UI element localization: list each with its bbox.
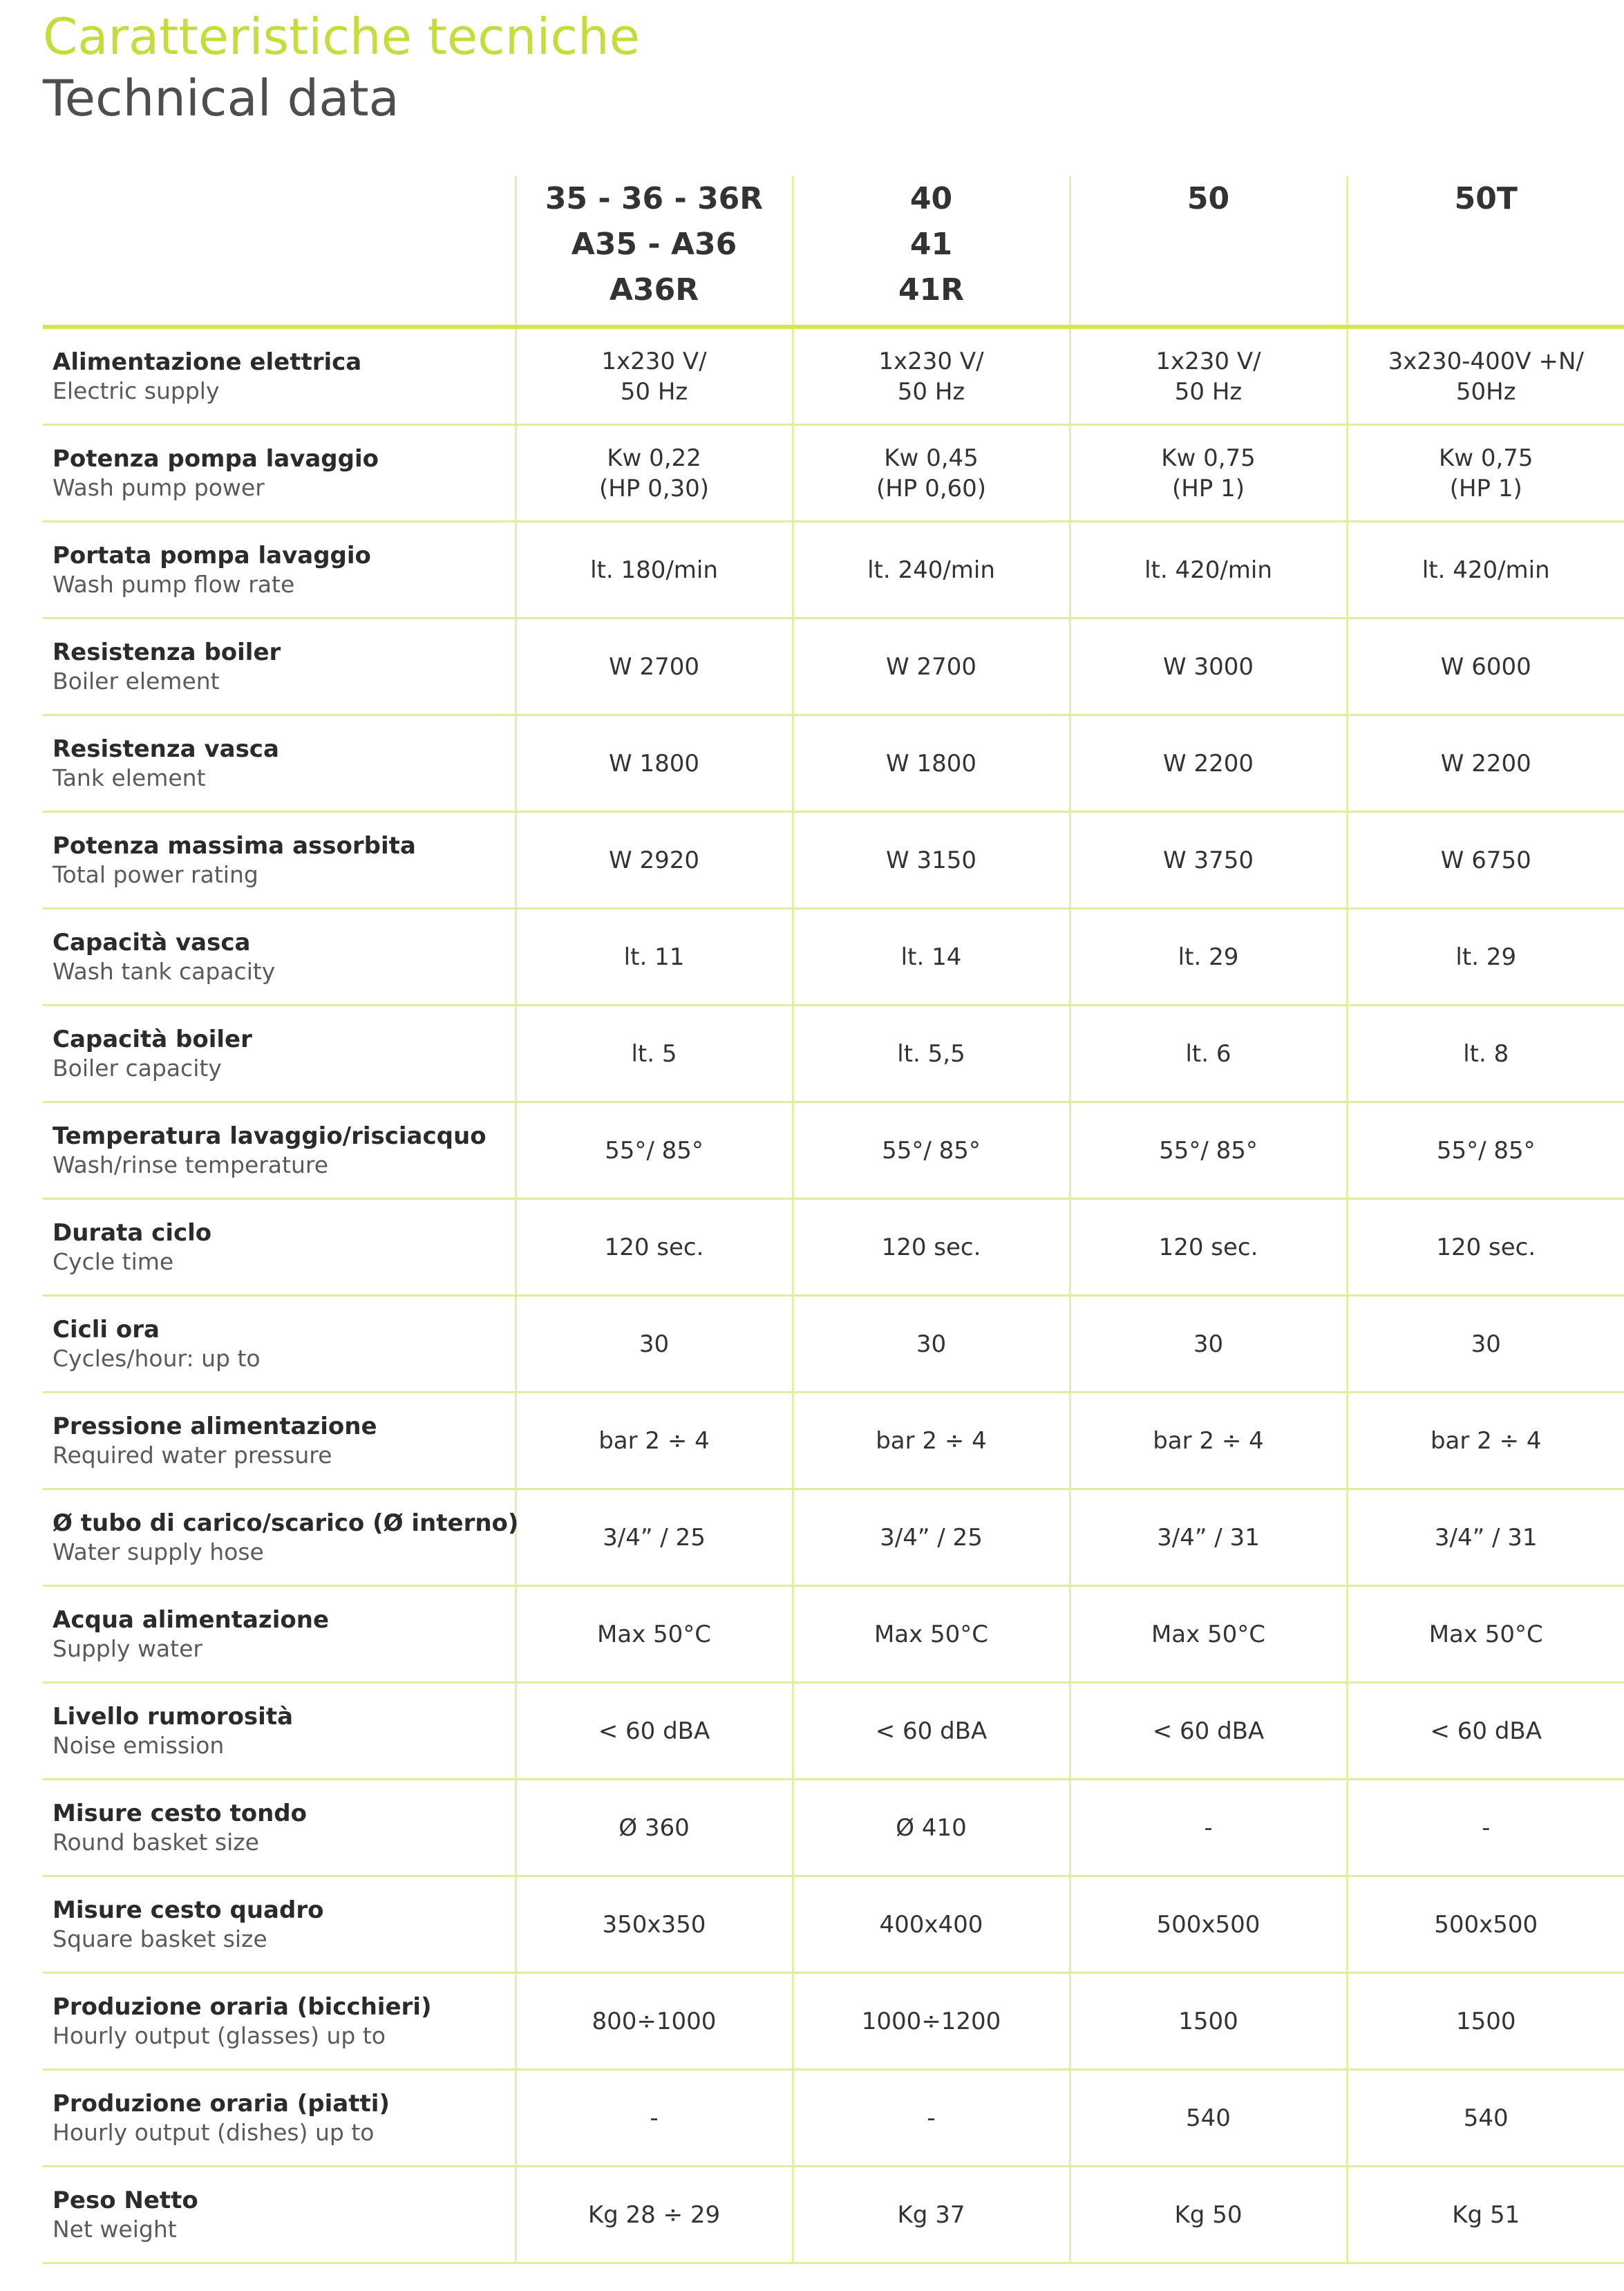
spec-value: 50 Hz: [1174, 377, 1243, 406]
spec-value-cell: [793, 1006, 1070, 1102]
spec-value-cell: [516, 1102, 793, 1199]
spec-label-italian: Ø tubo di carico/scarico (Ø interno): [53, 1509, 519, 1537]
spec-label-cell: [43, 1102, 516, 1199]
spec-value: lt. 420/min: [1422, 556, 1550, 584]
spec-value-cell: [516, 619, 793, 715]
spec-label-english: Net weight: [53, 2215, 177, 2243]
spec-value-cell: [793, 1296, 1070, 1393]
spec-label-cell: [43, 1780, 516, 1876]
spec-value: lt. 5,5: [897, 1039, 965, 1068]
spec-label-italian: Durata ciclo: [53, 1218, 212, 1247]
spec-label-cell: [43, 1006, 516, 1102]
spec-value: W 2200: [1163, 749, 1254, 777]
spec-value: 50Hz: [1455, 377, 1516, 406]
table-row: [43, 909, 1624, 1006]
spec-value: 3/4” / 31: [1434, 1523, 1538, 1552]
spec-value-cell: [1070, 1489, 1347, 1586]
spec-value: 55°/ 85°: [1436, 1136, 1536, 1165]
spec-value-cell: [1347, 812, 1624, 909]
spec-value-cell: [516, 1393, 793, 1489]
model-name-line: 41: [909, 227, 953, 262]
spec-value: 400x400: [879, 1910, 983, 1939]
spec-value-cell: [1347, 2167, 1624, 2263]
header-row: [43, 176, 1624, 327]
spec-label-cell: [43, 425, 516, 522]
spec-value: 1x230 V/: [878, 347, 984, 375]
spec-label-cell: [43, 2070, 516, 2167]
spec-value: 30: [1471, 1330, 1501, 1358]
spec-value-cell: [793, 425, 1070, 522]
page-title-italian: Caratteristiche tecniche: [43, 8, 640, 66]
spec-value-cell: [516, 1780, 793, 1876]
spec-value: W 1800: [886, 749, 976, 777]
spec-value: W 3750: [1163, 846, 1254, 874]
spec-value-cell: [516, 425, 793, 522]
spec-value-cell: [793, 522, 1070, 619]
spec-label-cell: [43, 1489, 519, 1586]
spec-label-cell: [43, 2167, 516, 2263]
spec-value: (HP 0,60): [876, 474, 987, 502]
spec-value: 3/4” / 31: [1157, 1523, 1260, 1552]
spec-value-cell: [1347, 2070, 1624, 2167]
spec-label-italian: Temperatura lavaggio/risciacquo: [53, 1122, 487, 1150]
spec-label-english: Water supply hose: [53, 1538, 264, 1565]
spec-value: 540: [1186, 2104, 1231, 2132]
spec-value: (HP 1): [1449, 474, 1522, 502]
table-row: [43, 522, 1624, 619]
spec-value: lt. 29: [1455, 943, 1517, 971]
table-row: [43, 1296, 1624, 1393]
spec-value: lt. 6: [1185, 1039, 1231, 1068]
spec-label-cell: [43, 812, 516, 909]
spec-label-cell: [43, 1683, 516, 1780]
spec-value: 1500: [1178, 2007, 1238, 2035]
table-row: [43, 1393, 1624, 1489]
spec-value: 1000÷1200: [861, 2007, 1001, 2035]
spec-value: lt. 11: [623, 943, 685, 971]
spec-value: 30: [1193, 1330, 1224, 1358]
spec-value-cell: [793, 1973, 1070, 2070]
table-row: [43, 1199, 1624, 1296]
spec-value: 120 sec.: [881, 1233, 981, 1261]
spec-label-italian: Capacità vasca: [53, 928, 251, 956]
spec-value: 55°/ 85°: [1159, 1136, 1258, 1165]
table-row: [43, 1683, 1624, 1780]
spec-label-cell: [43, 522, 516, 619]
spec-value-cell: [793, 909, 1070, 1006]
spec-value-cell: [1070, 327, 1347, 425]
header-label-spacer: [43, 176, 516, 327]
spec-value: Kw 0,75: [1438, 444, 1533, 472]
model-header-2: [793, 176, 1070, 327]
spec-value: 55°/ 85°: [605, 1136, 704, 1165]
model-name-line: 50: [1187, 181, 1230, 216]
spec-value: 1x230 V/: [1155, 347, 1261, 375]
spec-value-cell: [1070, 619, 1347, 715]
spec-value-cell: [1347, 425, 1624, 522]
spec-value-cell: [1347, 1683, 1624, 1780]
spec-value-cell: [1347, 1876, 1624, 1973]
spec-value: 3/4” / 25: [880, 1523, 983, 1552]
table-row: [43, 1586, 1624, 1683]
spec-value: Kw 0,45: [884, 444, 979, 472]
spec-label-english: Wash/rinse temperature: [53, 1151, 329, 1178]
spec-value-cell: [1347, 1296, 1624, 1393]
page-title-english: Technical data: [43, 69, 399, 127]
spec-label-cell: [43, 909, 516, 1006]
spec-label-italian: Capacità boiler: [53, 1025, 252, 1053]
spec-value: Kg 28 ÷ 29: [587, 2200, 721, 2229]
spec-label-english: Hourly output (glasses) up to: [53, 2021, 386, 2049]
spec-value-cell: [1347, 1780, 1624, 1876]
model-name-line: 41R: [898, 272, 965, 308]
spec-value: bar 2 ÷ 4: [1153, 1426, 1264, 1455]
spec-value-cell: [1070, 1393, 1347, 1489]
spec-label-italian: Potenza pompa lavaggio: [53, 444, 379, 473]
spec-value: 500x500: [1156, 1910, 1261, 1939]
spec-label-english: Boiler element: [53, 667, 220, 695]
spec-value: Max 50°C: [874, 1620, 989, 1648]
spec-value: lt. 240/min: [867, 556, 995, 584]
spec-value-cell: [1070, 425, 1347, 522]
spec-value: bar 2 ÷ 4: [1430, 1426, 1542, 1455]
spec-value-cell: [793, 715, 1070, 812]
spec-value: 350x350: [602, 1910, 706, 1939]
spec-value: Ø 360: [619, 1813, 690, 1842]
model-name-line: A35 - A36: [571, 227, 737, 262]
spec-label-italian: Acqua alimentazione: [53, 1605, 329, 1634]
spec-value: 1500: [1455, 2007, 1516, 2035]
spec-value-cell: [793, 1586, 1070, 1683]
spec-value-cell: [516, 1973, 793, 2070]
spec-value-cell: [516, 1006, 793, 1102]
spec-value: W 3000: [1163, 652, 1254, 681]
spec-value-cell: [1347, 327, 1624, 425]
spec-label-english: Wash tank capacity: [53, 957, 276, 985]
spec-value-cell: [1347, 909, 1624, 1006]
spec-value: Ø 410: [896, 1813, 967, 1842]
spec-label-italian: Potenza massima assorbita: [53, 831, 416, 860]
spec-value: W 3150: [886, 846, 976, 874]
spec-value-cell: [793, 812, 1070, 909]
spec-value-cell: [793, 2070, 1070, 2167]
spec-value: -: [927, 2104, 936, 2132]
spec-value: < 60 dBA: [1152, 1717, 1265, 1745]
table-row: [43, 715, 1624, 812]
spec-label-english: Boiler capacity: [53, 1054, 222, 1082]
spec-label-english: Wash pump flow rate: [53, 570, 295, 598]
table-row: [43, 1876, 1624, 1973]
spec-value: 50 Hz: [897, 377, 965, 406]
spec-value: (HP 0,30): [598, 474, 710, 502]
spec-value: 50 Hz: [620, 377, 688, 406]
spec-value-cell: [793, 1683, 1070, 1780]
table-header: [43, 176, 1624, 327]
spec-value: 3/4” / 25: [603, 1523, 706, 1552]
model-header-1: [516, 176, 793, 327]
spec-value-cell: [516, 1489, 793, 1586]
spec-label-cell: [43, 715, 516, 812]
spec-value-cell: [793, 1199, 1070, 1296]
table-row: [43, 1973, 1624, 2070]
model-name-line: 40: [909, 181, 953, 216]
spec-value: Kw 0,22: [607, 444, 701, 472]
spec-value-cell: [1070, 1199, 1347, 1296]
spec-label-english: Cycle time: [53, 1247, 174, 1275]
model-header-4: [1347, 176, 1624, 327]
spec-value-cell: [793, 1876, 1070, 1973]
spec-value: -: [1204, 1813, 1213, 1842]
spec-value: Max 50°C: [596, 1620, 712, 1648]
spec-value-cell: [1070, 1102, 1347, 1199]
spec-value-cell: [516, 327, 793, 425]
table-row: [43, 425, 1624, 522]
table-row: [43, 2070, 1624, 2167]
spec-value-cell: [1347, 1973, 1624, 2070]
spec-value-cell: [1070, 1876, 1347, 1973]
spec-value: 30: [639, 1330, 670, 1358]
spec-value-cell: [516, 2167, 793, 2263]
spec-label-cell: [43, 1296, 516, 1393]
spec-value: 120 sec.: [604, 1233, 704, 1261]
model-name-line: 50T: [1454, 181, 1518, 216]
spec-value-cell: [1070, 1683, 1347, 1780]
spec-value: bar 2 ÷ 4: [598, 1426, 710, 1455]
spec-value-cell: [516, 522, 793, 619]
table-row: [43, 2167, 1624, 2263]
spec-value-cell: [516, 2070, 793, 2167]
spec-value-cell: [793, 1102, 1070, 1199]
spec-label-italian: Cicli ora: [53, 1315, 160, 1344]
spec-value-cell: [793, 1393, 1070, 1489]
table-row: [43, 327, 1624, 425]
spec-value: Max 50°C: [1428, 1620, 1543, 1648]
spec-value-cell: [1347, 1586, 1624, 1683]
spec-label-italian: Produzione oraria (piatti): [53, 2089, 390, 2118]
spec-value: lt. 29: [1178, 943, 1239, 971]
table-row: [43, 1102, 1624, 1199]
spec-value: W 1800: [609, 749, 699, 777]
spec-value: -: [650, 2104, 659, 2132]
spec-label-italian: Peso Netto: [53, 2186, 198, 2214]
spec-label-italian: Resistenza vasca: [53, 735, 279, 763]
spec-label-english: Round basket size: [53, 1828, 259, 1856]
spec-label-english: Wash pump power: [53, 473, 265, 501]
spec-value-cell: [1070, 812, 1347, 909]
spec-value-cell: [1070, 1780, 1347, 1876]
spec-value-cell: [1070, 1006, 1347, 1102]
spec-value-cell: [1070, 522, 1347, 619]
spec-value-cell: [1070, 1296, 1347, 1393]
spec-value: Kg 50: [1174, 2200, 1243, 2229]
spec-value: W 6000: [1440, 652, 1531, 681]
spec-label-cell: [43, 1393, 516, 1489]
spec-value: 30: [916, 1330, 947, 1358]
spec-value-cell: [1070, 715, 1347, 812]
spec-value-cell: [1070, 2167, 1347, 2263]
spec-value-cell: [793, 1780, 1070, 1876]
spec-value: Kg 51: [1452, 2200, 1520, 2229]
spec-value-cell: [1070, 2070, 1347, 2167]
spec-value: W 6750: [1440, 846, 1531, 874]
spec-label-italian: Livello rumorosità: [53, 1702, 294, 1731]
spec-value: 3x230-400V +N/: [1388, 347, 1584, 375]
spec-value-cell: [516, 1586, 793, 1683]
spec-value-cell: [516, 1876, 793, 1973]
spec-value-cell: [1070, 909, 1347, 1006]
table-body: [43, 327, 1624, 2263]
spec-label-cell: [43, 327, 516, 425]
spec-value: lt. 5: [631, 1039, 677, 1068]
spec-value: W 2920: [609, 846, 699, 874]
spec-value: < 60 dBA: [598, 1717, 710, 1745]
spec-value: lt. 8: [1463, 1039, 1509, 1068]
spec-value-cell: [1347, 1199, 1624, 1296]
spec-label-italian: Produzione oraria (bicchieri): [53, 1992, 432, 2021]
spec-label-english: Square basket size: [53, 1925, 267, 1952]
spec-value-cell: [1347, 619, 1624, 715]
spec-label-english: Noise emission: [53, 1731, 225, 1759]
spec-label-english: Hourly output (dishes) up to: [53, 2118, 375, 2146]
model-header-3: [1070, 176, 1347, 327]
spec-value: 120 sec.: [1436, 1233, 1536, 1261]
spec-label-cell: [43, 1586, 516, 1683]
technical-data-table: [43, 176, 1624, 2264]
spec-value-cell: [793, 327, 1070, 425]
spec-label-italian: Portata pompa lavaggio: [53, 541, 371, 569]
table-row: [43, 1489, 1624, 1586]
spec-label-cell: [43, 1876, 516, 1973]
spec-value-cell: [516, 715, 793, 812]
table-row: [43, 812, 1624, 909]
spec-value-cell: [793, 1489, 1070, 1586]
spec-label-cell: [43, 1973, 516, 2070]
spec-value: < 60 dBA: [1430, 1717, 1542, 1745]
table-row: [43, 619, 1624, 715]
spec-value: 800÷1000: [592, 2007, 717, 2035]
spec-label-italian: Misure cesto tondo: [53, 1799, 308, 1827]
model-name-line: 35 - 36 - 36R: [545, 181, 764, 216]
spec-value: W 2700: [609, 652, 699, 681]
spec-value-cell: [1347, 1006, 1624, 1102]
spec-label-english: Supply water: [53, 1634, 202, 1662]
spec-value-cell: [516, 1296, 793, 1393]
model-name-line: A36R: [609, 272, 699, 308]
spec-value: bar 2 ÷ 4: [876, 1426, 987, 1455]
spec-value: Max 50°C: [1151, 1620, 1266, 1648]
spec-value-cell: [1347, 1393, 1624, 1489]
spec-value: 500x500: [1434, 1910, 1538, 1939]
spec-value: 540: [1463, 2104, 1509, 2132]
spec-value: Kg 37: [897, 2200, 965, 2229]
spec-label-english: Required water pressure: [53, 1441, 332, 1469]
spec-value: Kw 0,75: [1161, 444, 1256, 472]
spec-value-cell: [1347, 1102, 1624, 1199]
spec-label-italian: Misure cesto quadro: [53, 1896, 324, 1924]
spec-value-cell: [516, 909, 793, 1006]
spec-value-cell: [516, 1199, 793, 1296]
spec-value-cell: [1070, 1586, 1347, 1683]
spec-label-english: Total power rating: [53, 860, 258, 888]
spec-value-cell: [793, 2167, 1070, 2263]
spec-value: lt. 14: [900, 943, 962, 971]
spec-value-cell: [1347, 522, 1624, 619]
spec-label-english: Cycles/hour: up to: [53, 1344, 261, 1372]
table-row: [43, 1006, 1624, 1102]
spec-value-cell: [516, 812, 793, 909]
spec-value: W 2200: [1440, 749, 1531, 777]
spec-value-cell: [1347, 715, 1624, 812]
spec-label-english: Electric supply: [53, 377, 220, 404]
spec-value-cell: [516, 1683, 793, 1780]
spec-label-italian: Pressione alimentazione: [53, 1412, 377, 1440]
spec-label-cell: [43, 1199, 516, 1296]
spec-value-cell: [1347, 1489, 1624, 1586]
spec-value-cell: [793, 619, 1070, 715]
spec-value: 55°/ 85°: [882, 1136, 981, 1165]
spec-value: W 2700: [886, 652, 976, 681]
spec-label-italian: Alimentazione elettrica: [53, 348, 362, 376]
spec-value-cell: [1070, 1973, 1347, 2070]
spec-label-italian: Resistenza boiler: [53, 638, 281, 666]
spec-value: lt. 420/min: [1144, 556, 1272, 584]
spec-value: < 60 dBA: [875, 1717, 988, 1745]
spec-value: (HP 1): [1171, 474, 1245, 502]
spec-value: 120 sec.: [1158, 1233, 1258, 1261]
spec-value: 1x230 V/: [601, 347, 707, 375]
spec-label-cell: [43, 619, 516, 715]
spec-value: -: [1482, 1813, 1491, 1842]
spec-value: lt. 180/min: [590, 556, 718, 584]
spec-label-english: Tank element: [53, 764, 206, 791]
table-row: [43, 1780, 1624, 1876]
